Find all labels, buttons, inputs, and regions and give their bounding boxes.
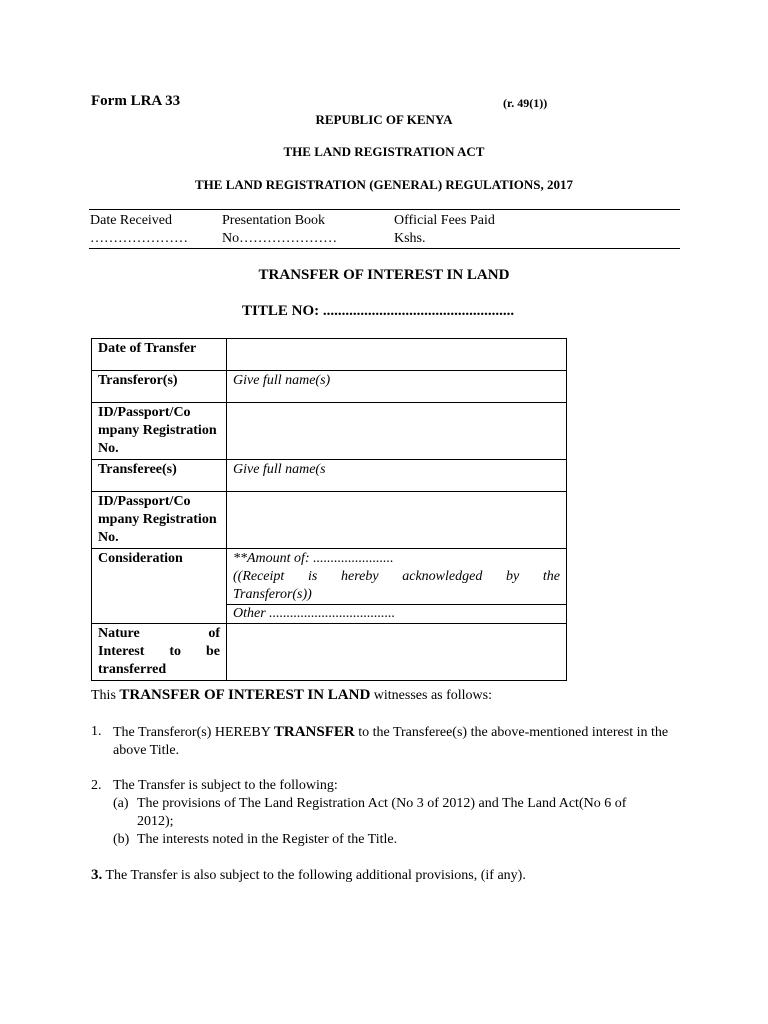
clause-emphasis: TRANSFER bbox=[273, 724, 355, 740]
subclause-text: The provisions of The Land Registration Act (No 3 of 2012) and The Land Act(No 6 of bbox=[137, 796, 627, 811]
nature-of-interest-cell[interactable] bbox=[227, 624, 567, 681]
nature-of-interest-label bbox=[92, 624, 227, 681]
table-row bbox=[92, 371, 567, 403]
date-received-field bbox=[90, 212, 188, 248]
clause-text: The Transferor(s) HEREBY bbox=[113, 725, 274, 740]
clause-3 bbox=[91, 866, 681, 885]
title-number-label: TITLE NO bbox=[242, 303, 315, 319]
clause-text: to the Transferee(s) the above-mentioned interest in the above Title. bbox=[113, 725, 669, 758]
title-number-blank: : ................................................... bbox=[314, 303, 515, 319]
subclause-letter: (b) bbox=[113, 832, 130, 847]
receipt-line: ((Receipt is hereby acknowledged by the bbox=[233, 569, 560, 584]
table-row bbox=[92, 549, 567, 624]
date-received-blank: ………………… bbox=[90, 231, 188, 246]
table-row bbox=[92, 492, 567, 549]
consideration-cell[interactable] bbox=[227, 549, 567, 624]
rule-reference: (r. 49(1)) bbox=[503, 96, 548, 110]
consideration-label: Consideration bbox=[92, 549, 227, 624]
witness-prefix: This bbox=[91, 688, 120, 703]
date-received-label: Date Received bbox=[90, 213, 173, 228]
transferor-id-label: ID/Passport/Co mpany Registration No. bbox=[92, 403, 227, 460]
clause-text: The Transfer is also subject to the following additional provisions, (if any). bbox=[102, 868, 526, 883]
clause-text: The Transfer is subject to the following: bbox=[113, 778, 338, 793]
office-use-strip bbox=[89, 209, 680, 249]
clause-number: 1. bbox=[91, 724, 102, 739]
official-fees-label: Official Fees Paid bbox=[394, 213, 495, 228]
table-row bbox=[92, 339, 567, 371]
official-fees-field bbox=[394, 212, 495, 248]
witness-suffix: witnesses as follows: bbox=[370, 688, 492, 703]
transfer-details-table bbox=[91, 338, 567, 681]
transferee-id-label: ID/Passport/Co mpany Registration No. bbox=[92, 492, 227, 549]
presentation-book-number: No………………… bbox=[222, 231, 338, 246]
presentation-book-label: Presentation Book bbox=[222, 213, 326, 228]
clause-number: 3. bbox=[91, 867, 103, 883]
clause-2a bbox=[113, 795, 681, 831]
transferor-id-cell[interactable] bbox=[227, 403, 567, 460]
clause-2b bbox=[113, 831, 681, 849]
transferor-label: Transferor(s) bbox=[92, 371, 227, 403]
table-row bbox=[92, 624, 567, 681]
witness-statement bbox=[91, 687, 492, 704]
transferee-label: Transferee(s) bbox=[92, 460, 227, 492]
subclause-text: 2012); bbox=[137, 814, 174, 829]
table-row bbox=[92, 460, 567, 492]
clause-number: 2. bbox=[91, 778, 102, 793]
amount-line: **Amount of: ....................... bbox=[233, 551, 394, 566]
presentation-book-field bbox=[222, 212, 337, 248]
witness-document-name: TRANSFER OF INTEREST IN LAND bbox=[119, 687, 371, 703]
receipt-line-end: Transferor(s)) bbox=[233, 587, 312, 602]
clause-1 bbox=[91, 723, 681, 760]
nature-label-line: Nature of bbox=[98, 626, 220, 641]
title-number-line bbox=[242, 303, 514, 320]
transferor-cell[interactable]: Give full name(s) bbox=[227, 371, 567, 403]
form-number: Form LRA 33 bbox=[91, 93, 181, 109]
date-of-transfer-label: Date of Transfer bbox=[92, 339, 227, 371]
clause-2 bbox=[91, 777, 681, 849]
document-title: TRANSFER OF INTEREST IN LAND bbox=[258, 267, 510, 283]
table-row bbox=[92, 403, 567, 460]
other-line: Other .................................... bbox=[227, 604, 566, 623]
act-heading: THE LAND REGISTRATION ACT bbox=[283, 144, 485, 159]
transferee-id-cell[interactable] bbox=[227, 492, 567, 549]
official-fees-currency: Kshs. bbox=[394, 231, 426, 246]
subclause-text: The interests noted in the Register of the Title. bbox=[137, 832, 398, 847]
nature-label-line: transferred bbox=[98, 662, 167, 677]
transferee-cell[interactable]: Give full name(s bbox=[227, 460, 567, 492]
subclause-letter: (a) bbox=[113, 796, 129, 811]
nature-label-line: Interest to be bbox=[98, 644, 220, 659]
republic-heading: REPUBLIC OF KENYA bbox=[315, 112, 453, 127]
date-of-transfer-cell[interactable] bbox=[227, 339, 567, 371]
regulations-heading: THE LAND REGISTRATION (GENERAL) REGULATIONS, 2017 bbox=[194, 177, 574, 192]
